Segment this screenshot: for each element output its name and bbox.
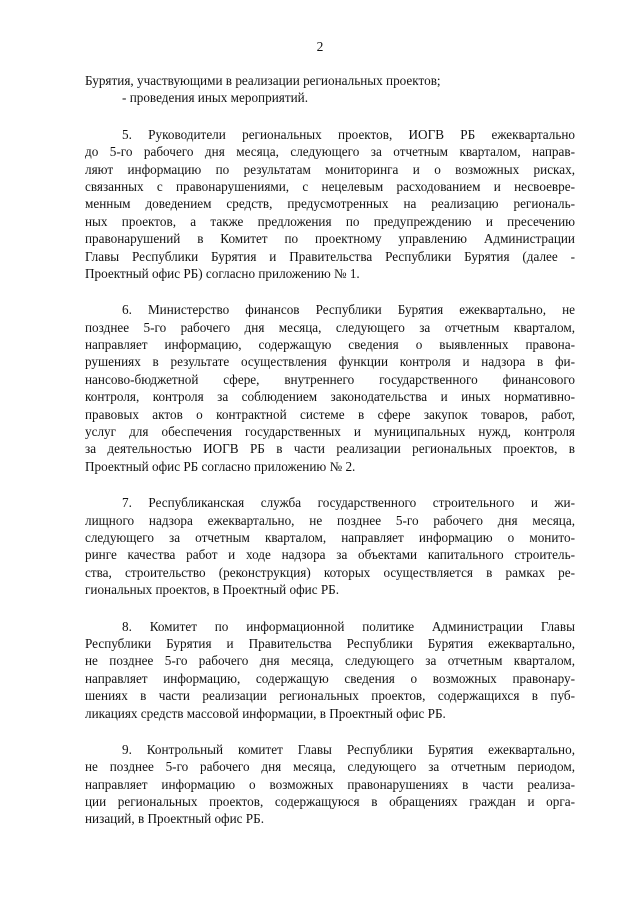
text-line: связанных с правонарушениями, с нецелевым расходованием и несвоевре- xyxy=(85,178,575,194)
text-line: позднее 5-го рабочего дня месяца, следующего за отчетным кварталом, xyxy=(85,319,575,335)
text-line: до 5-го рабочего дня месяца, следующего за отчетным кварталом, направ- xyxy=(85,144,575,160)
text-line: Проектный офис РБ) согласно приложению № 1. xyxy=(85,265,360,281)
text-line: Главы Республики Бурятия и Правительства Республики Бурятия (далее - xyxy=(85,248,575,264)
paragraph-6 xyxy=(85,301,575,475)
text-line: следующего за отчетным кварталом, направляет информацию о монито- xyxy=(85,529,575,545)
text-line: правонарушений в Комитет по проектному управлению Администрации xyxy=(85,231,575,247)
text-line: ляют информацию по результатам мониторинга и о возможных рисках, xyxy=(85,161,575,177)
text-line: правовых актов о контрактной системе в сфере закупок товаров, работ, xyxy=(85,406,575,422)
page-number: 2 xyxy=(316,39,324,54)
text-line: нансово-бюджетной сфере, внутреннего государственного финансового xyxy=(85,371,575,387)
text-line: низаций, в Проектный офис РБ. xyxy=(85,811,265,827)
text-line: направляет информацию о возможных правонарушениях в части реализа- xyxy=(85,776,575,792)
text-line: направляет информацию, содержащую сведения о выявленных правона- xyxy=(85,337,575,353)
text-line: гиональных проектов, в Проектный офис РБ. xyxy=(85,582,340,598)
text-line: 6. Министерство финансов Республики Бурятия ежеквартально, не xyxy=(122,302,575,318)
text-line: - проведения иных мероприятий. xyxy=(122,90,309,106)
document-body xyxy=(85,72,575,828)
paragraph-9 xyxy=(85,741,575,828)
text-line: ринге качества работ и ходе надзора за объектами капитального строитель- xyxy=(85,547,575,563)
text-line: 5. Руководители региональных проектов, ИОГВ РБ ежеквартально xyxy=(122,126,575,142)
text-line: ства, строительство (реконструкция) которых осуществляется в рамках ре- xyxy=(85,564,575,580)
text-line: рушениях в результате осуществления функции контроля и надзора в фи- xyxy=(85,354,575,370)
text-line: услуг для обеспечения государственных и муниципальных нужд, контроля xyxy=(85,424,575,440)
text-line: контроля, контроля за соблюдением законодательства и иных нормативно- xyxy=(85,389,575,405)
text-line: 7. Республиканская служба государственного строительного и жи- xyxy=(122,495,575,511)
text-line: 8. Комитет по информационной политике Администрации Главы xyxy=(122,618,575,634)
text-line: не позднее 5-го рабочего дня месяца, следующего за отчетным кварталом, xyxy=(85,653,575,669)
text-line: за деятельностью ИОГВ РБ в части реализации региональных проектов, в xyxy=(85,441,575,457)
text-line: Бурятия, участвующими в реализации региональных проектов; xyxy=(85,73,441,88)
intro-block xyxy=(85,72,575,107)
text-line: ных проектов, а также предложения по предупреждению и пресечению xyxy=(85,213,575,229)
text-line: ции региональных проектов, содержащуюся в обращениях граждан и орга- xyxy=(85,794,575,810)
text-line: 9. Контрольный комитет Главы Республики Бурятия ежеквартально, xyxy=(122,741,575,757)
paragraph-5 xyxy=(85,126,575,283)
text-line: направляет информацию, содержащую сведения о возможных правонару- xyxy=(85,670,575,686)
text-line: шениях в части реализации региональных проектов, содержащихся в пуб- xyxy=(85,688,575,704)
text-line: Республики Бурятия и Правительства Республики Бурятия ежеквартально, xyxy=(85,635,575,651)
text-line: ликациях средств массовой информации, в Проектный офис РБ. xyxy=(85,705,446,721)
text-line: менным доведением средств, предусмотренных на реализацию региональ- xyxy=(85,196,575,212)
text-line: Проектный офис РБ согласно приложению № 2. xyxy=(85,458,356,474)
text-line: не позднее 5-го рабочего дня месяца, следующего за отчетным периодом, xyxy=(85,759,575,775)
text-line: лищного надзора ежеквартально, не позднее 5-го рабочего дня месяца, xyxy=(85,512,575,528)
paragraph-8 xyxy=(85,618,575,722)
paragraph-7 xyxy=(85,494,575,598)
